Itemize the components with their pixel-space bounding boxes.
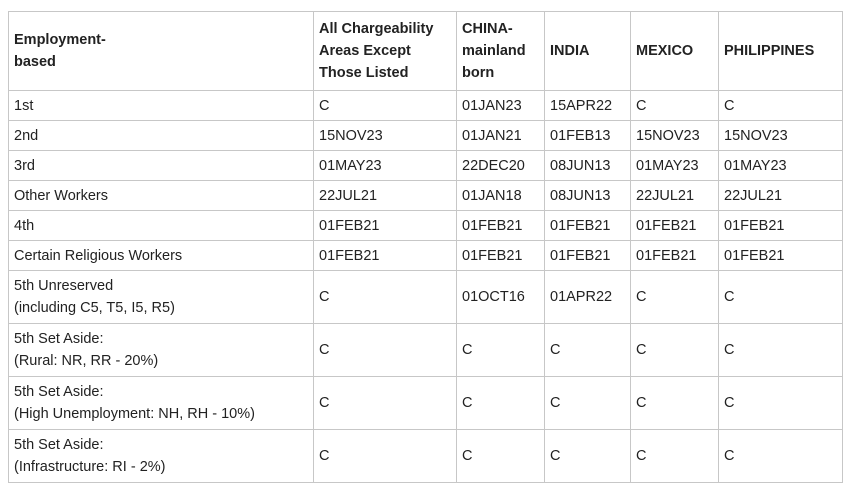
header-text: born: [462, 65, 495, 81]
row-category: [9, 181, 314, 211]
category-text: 5th Set Aside:: [14, 331, 104, 347]
cell-value: C: [314, 271, 457, 324]
table-row: [9, 181, 843, 211]
cell-value: 22JUL21: [719, 181, 843, 211]
cell-value: 01FEB21: [545, 211, 631, 241]
table-row: [9, 241, 843, 271]
row-category: [9, 121, 314, 151]
table-row: [9, 211, 843, 241]
category-subtext: (Infrastructure: RI - 2%): [14, 459, 166, 475]
category-text: 5th Unreserved: [14, 278, 114, 294]
category-subtext: (Rural: NR, RR - 20%): [14, 353, 159, 369]
cell-value: C: [719, 324, 843, 377]
category-text: 2nd: [14, 127, 39, 144]
cell-value: 08JUN13: [545, 181, 631, 211]
category-subtext: (including C5, T5, I5, R5): [14, 300, 175, 316]
row-category: [9, 211, 314, 241]
cell-value: C: [457, 430, 545, 483]
header-text: mainland: [462, 43, 526, 59]
cell-value: 15APR22: [545, 91, 631, 121]
header-text: Areas Except: [319, 43, 411, 59]
cell-value: 01MAY23: [314, 151, 457, 181]
cell-value: C: [457, 324, 545, 377]
header-text: CHINA-: [462, 21, 513, 37]
category-text: 4th: [14, 217, 35, 234]
cell-value: C: [314, 430, 457, 483]
cell-value: C: [719, 271, 843, 324]
row-category: [9, 430, 314, 483]
cell-value: 01FEB13: [545, 121, 631, 151]
cell-value: 08JUN13: [545, 151, 631, 181]
table-row: [9, 430, 843, 483]
category-text: Certain Religious Workers: [14, 247, 183, 264]
cell-value: C: [631, 430, 719, 483]
table-row: [9, 151, 843, 181]
row-category: [9, 377, 314, 430]
cell-value: 01FEB21: [457, 211, 545, 241]
header-all-chargeability: [314, 12, 457, 91]
cell-value: C: [314, 377, 457, 430]
header-text: MEXICO: [636, 43, 694, 59]
cell-value: 01JAN18: [457, 181, 545, 211]
cell-value: C: [545, 324, 631, 377]
cell-value: C: [631, 271, 719, 324]
cell-value: C: [631, 377, 719, 430]
header-text: INDIA: [550, 43, 590, 59]
cell-value: C: [314, 91, 457, 121]
table-row: [9, 324, 843, 377]
cell-value: 15NOV23: [719, 121, 843, 151]
header-text: All Chargeability: [319, 21, 434, 37]
category-text: 5th Set Aside:: [14, 384, 104, 400]
cell-value: 22JUL21: [631, 181, 719, 211]
header-philippines: [719, 12, 843, 91]
category-text: 5th Set Aside:: [14, 437, 104, 453]
cell-value: 01JAN21: [457, 121, 545, 151]
cell-value: C: [719, 377, 843, 430]
row-category: [9, 91, 314, 121]
cell-value: 01FEB21: [719, 211, 843, 241]
cell-value: 15NOV23: [631, 121, 719, 151]
table-body: [9, 91, 843, 483]
header-text: PHILIPPINES: [724, 43, 815, 59]
header-china: [457, 12, 545, 91]
row-category: [9, 324, 314, 377]
header-text: Employment-: [14, 32, 106, 48]
cell-value: 01FEB21: [457, 241, 545, 271]
cell-value: 22JUL21: [314, 181, 457, 211]
cell-value: 01FEB21: [314, 211, 457, 241]
header-mexico: [631, 12, 719, 91]
category-text: 1st: [14, 97, 34, 114]
table-row: [9, 91, 843, 121]
cell-value: 15NOV23: [314, 121, 457, 151]
header-text: Those Listed: [319, 65, 409, 81]
cell-value: C: [719, 91, 843, 121]
table-row: [9, 121, 843, 151]
category-subtext: (High Unemployment: NH, RH - 10%): [14, 406, 255, 422]
table-row: [9, 271, 843, 324]
cell-value: 01APR22: [545, 271, 631, 324]
cell-value: C: [719, 430, 843, 483]
cell-value: 01FEB21: [631, 241, 719, 271]
cell-value: 01FEB21: [719, 241, 843, 271]
row-category: [9, 271, 314, 324]
header-text: based: [14, 54, 56, 70]
cell-value: C: [631, 91, 719, 121]
cell-value: 22DEC20: [457, 151, 545, 181]
visa-bulletin-table: [8, 11, 843, 483]
cell-value: C: [545, 430, 631, 483]
cell-value: C: [314, 324, 457, 377]
cell-value: C: [457, 377, 545, 430]
cell-value: 01MAY23: [631, 151, 719, 181]
table-header-row: [9, 12, 843, 91]
row-category: [9, 241, 314, 271]
header-india: [545, 12, 631, 91]
category-text: Other Workers: [14, 187, 109, 204]
cell-value: 01MAY23: [719, 151, 843, 181]
cell-value: C: [631, 324, 719, 377]
row-category: [9, 151, 314, 181]
cell-value: 01FEB21: [314, 241, 457, 271]
category-text: 3rd: [14, 157, 35, 174]
table-row: [9, 377, 843, 430]
cell-value: 01FEB21: [631, 211, 719, 241]
header-employment-based: [9, 12, 314, 91]
cell-value: 01JAN23: [457, 91, 545, 121]
cell-value: C: [545, 377, 631, 430]
cell-value: 01FEB21: [545, 241, 631, 271]
cell-value: 01OCT16: [457, 271, 545, 324]
